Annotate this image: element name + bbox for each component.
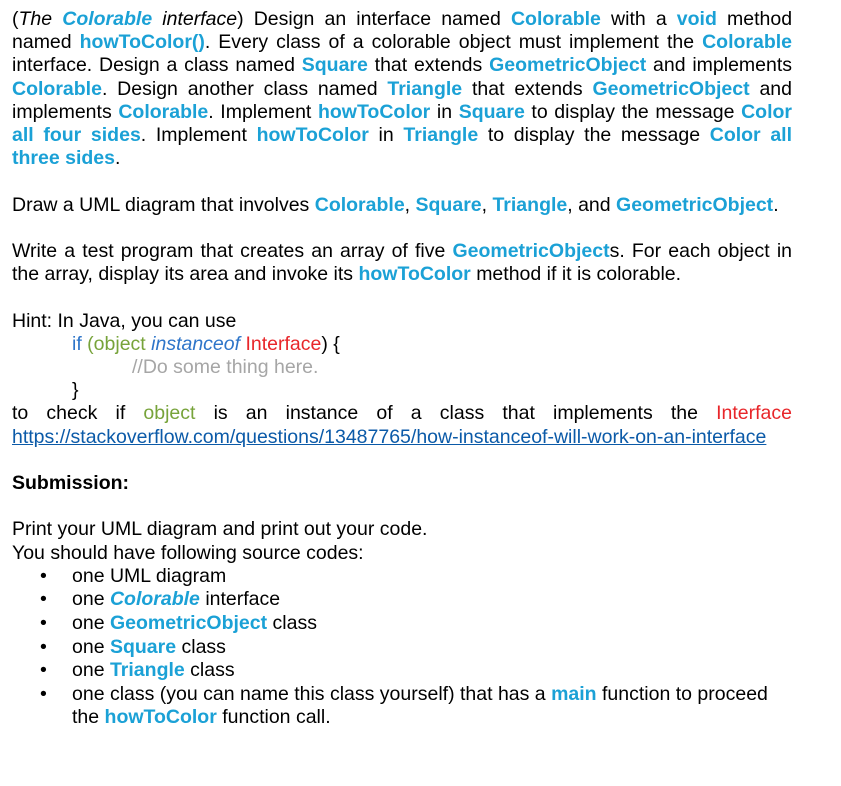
keyword-triangle: Triangle (403, 124, 479, 147)
code-paren-brace: ) { (321, 332, 340, 355)
text: one (72, 659, 105, 682)
keyword-colorable: Colorable (118, 100, 209, 123)
code-close-brace: } (72, 379, 79, 402)
text: and implements (653, 54, 793, 77)
keyword-triangle: Triangle (109, 659, 185, 682)
text: that extends (374, 54, 483, 77)
spacer (12, 495, 792, 518)
hint-section (12, 310, 792, 449)
text: . Implement (208, 100, 312, 123)
hint-check-line (12, 402, 792, 425)
keyword-triangle: Triangle (387, 77, 463, 100)
keyword-void: void (676, 8, 717, 30)
text: is an instance of a class that implements the (213, 402, 698, 425)
text: function call. (222, 706, 331, 729)
text: s. For each object in the array, display its area and invoke its (12, 240, 792, 286)
text: one (72, 635, 105, 658)
text: The (18, 8, 53, 30)
text: one (72, 611, 105, 634)
keyword-howtocolor: howToColor (358, 263, 471, 286)
text: interface (205, 588, 281, 611)
list-item (12, 588, 792, 612)
keyword-colorable: Colorable (62, 8, 153, 30)
spacer (12, 449, 792, 472)
text: ) Design an interface named (237, 8, 501, 30)
text: function to proceed the (72, 682, 768, 729)
spacer (12, 286, 792, 309)
text: interface (162, 8, 238, 30)
keyword-triangle: Triangle (492, 193, 568, 216)
bullet-icon: • (40, 588, 47, 611)
keyword-geometricobject: GeometricObject (452, 240, 610, 262)
spacer (12, 170, 792, 193)
text: with a (611, 8, 667, 30)
code-object: object (93, 332, 146, 355)
text: in (436, 100, 453, 123)
bullet-icon: • (40, 635, 47, 658)
text: class (190, 659, 235, 682)
text: Draw a UML diagram that involves (12, 193, 310, 216)
text: , (404, 193, 411, 216)
text: class (181, 635, 226, 658)
text: one UML diagram (72, 564, 227, 587)
text: and implements (12, 77, 792, 123)
assignment-document (12, 8, 792, 730)
text: interface. Design a class named (12, 54, 295, 77)
text: that extends (471, 77, 583, 100)
keyword-geometricobject: GeometricObject (616, 193, 774, 216)
list-item (12, 565, 792, 589)
code-object: object (143, 402, 196, 425)
list-item (12, 683, 792, 730)
text: . (114, 147, 121, 170)
keyword-square: Square (415, 193, 482, 216)
keyword-square: Square (458, 100, 525, 123)
code-interface: Interface (245, 332, 322, 355)
keyword-colorable: Colorable (702, 31, 793, 54)
text: ( (12, 8, 19, 30)
code-interface: Interface (716, 402, 792, 425)
text: to check if (12, 402, 126, 425)
keyword-square: Square (301, 54, 368, 77)
bullet-icon: • (40, 659, 47, 682)
keyword-howtocolor: howToColor() (79, 31, 205, 54)
text: to display the message (487, 124, 701, 147)
keyword-main: main (551, 682, 597, 705)
text: . Design another class named (101, 77, 378, 100)
text: one class (you can name this class yourself) that has a (72, 682, 546, 705)
list-item (12, 659, 792, 683)
text: . Every class of a colorable object must implement the (204, 31, 695, 54)
keyword-geometricobject: GeometricObject (592, 77, 750, 100)
text: class (272, 611, 317, 634)
stackoverflow-link[interactable]: https://stackoverflow.com/questions/13487765/how-instanceof-will-work-on-an-interface (12, 425, 767, 448)
submission-line: Print your UML diagram and print out your code. (12, 518, 428, 541)
intro-paragraph (12, 8, 792, 170)
submission-line: You should have following source codes: (12, 541, 364, 564)
keyword-square: Square (109, 635, 177, 658)
bullet-icon: • (40, 564, 47, 587)
message-three-sides: Color all three sides (12, 124, 792, 170)
text: . Implement (140, 124, 247, 147)
bullet-icon: • (40, 682, 47, 705)
list-item (12, 636, 792, 660)
spacer (12, 217, 792, 240)
text: to display the message (531, 100, 735, 123)
keyword-howtocolor: howToColor (256, 124, 369, 147)
uml-paragraph (12, 194, 792, 217)
code-paren: ( (87, 332, 94, 355)
keyword-colorable: Colorable (510, 8, 601, 30)
keyword-howtocolor: howToColor (104, 706, 217, 729)
text: Write a test program that creates an array of five (12, 240, 446, 262)
text: , and (567, 193, 611, 216)
hint-intro: Hint: In Java, you can use (12, 309, 237, 332)
keyword-colorable: Colorable (314, 193, 405, 216)
keyword-geometricobject: GeometricObject (489, 54, 647, 77)
keyword-colorable: Colorable (109, 588, 200, 611)
text: , (481, 193, 488, 216)
list-item (12, 612, 792, 636)
text: . (773, 193, 779, 216)
bullet-icon: • (40, 611, 47, 634)
text: method if it is colorable. (476, 263, 682, 286)
text: one (72, 588, 105, 611)
code-instanceof: instanceof (151, 332, 241, 355)
keyword-geometricobject: GeometricObject (109, 611, 268, 634)
code-comment: //Do some thing here. (132, 356, 319, 378)
keyword-colorable: Colorable (12, 77, 102, 100)
test-program-paragraph (12, 240, 792, 286)
submission-heading: Submission: (12, 472, 130, 494)
text: method named (12, 8, 793, 54)
source-code-list (12, 565, 792, 730)
keyword-howtocolor: howToColor (317, 100, 431, 123)
message-four-sides: Color all four sides (12, 100, 793, 147)
code-line-if (12, 333, 792, 356)
code-if-keyword: if (72, 332, 82, 355)
text: in (378, 124, 394, 147)
